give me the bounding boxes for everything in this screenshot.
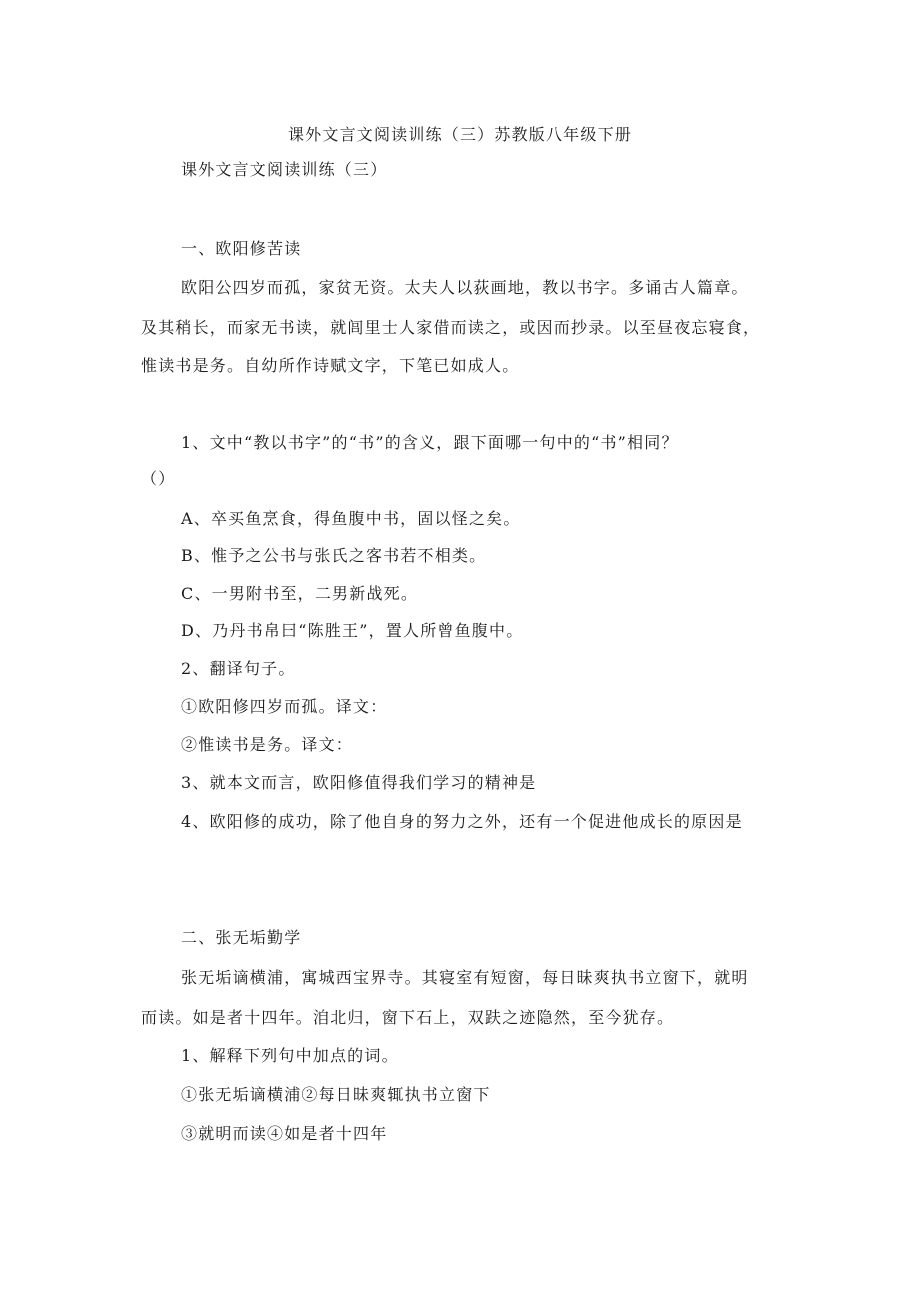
- section1-question-3: 3、就本文而言，欧阳修值得我们学习的精神是: [181, 773, 537, 792]
- section1-question-2-item-2: ②惟读书是务。译文：: [181, 735, 354, 754]
- section1-passage-line-3: 惟读书是务。自幼所作诗赋文字，下笔已如成人。: [141, 356, 520, 375]
- section1-question-2-item-1: ①欧阳修四岁而孤。译文：: [181, 697, 388, 716]
- section1-question-2: 2、翻译句子。: [181, 659, 296, 678]
- section2-question-1: 1、解释下列句中加点的词。: [181, 1046, 399, 1065]
- section2-heading: 二、张无垢勤学: [181, 928, 302, 947]
- section2-passage-line-1: 张无垢谪横浦，寓城西宝界寺。其寝室有短窗，每日昧爽执书立窗下，就明: [181, 968, 749, 987]
- section1-passage-line-1: 欧阳公四岁而孤，家贫无资。太夫人以荻画地，教以书字。多诵古人篇章。: [181, 278, 749, 297]
- option-d: D、乃丹书帛曰“陈胜王”，置人所曾鱼腹中。: [181, 621, 524, 640]
- option-b: B、惟予之公书与张氏之客书若不相类。: [181, 546, 487, 565]
- document-title: 课外文言文阅读训练（三）苏教版八年级下册: [287, 125, 632, 144]
- section1-question-4: 4、欧阳修的成功，除了他自身的努力之外，还有一个促进他成长的原因是: [181, 812, 743, 831]
- section2-question-1-item-1: ①张无垢谪横浦②每日昧爽辄执书立窗下: [181, 1085, 491, 1104]
- section1-passage-line-2: 及其稍长，而家无书读，就闾里士人家借而读之，或因而抄录。以至昼夜忘寝食，: [141, 318, 761, 337]
- option-a: A、卒买鱼烹食，得鱼腹中书，固以怪之矣。: [181, 509, 521, 528]
- option-c: C、一男附书至，二男新战死。: [181, 584, 419, 603]
- section2-passage-line-2: 而读。如是者十四年。洎北归，窗下石上，双趺之迹隐然，至今犹存。: [141, 1008, 675, 1027]
- section1-question-1: 1、文中“教以书字”的“书”的含义，跟下面哪一句中的“书”相同？: [181, 433, 679, 452]
- section1-question-1-blank: （）: [141, 469, 176, 488]
- section1-heading: 一、欧阳修苦读: [181, 239, 302, 258]
- document-subtitle: 课外文言文阅读训练（三）: [181, 160, 388, 179]
- section2-question-1-item-2: ③就明而读④如是者十四年: [181, 1124, 388, 1143]
